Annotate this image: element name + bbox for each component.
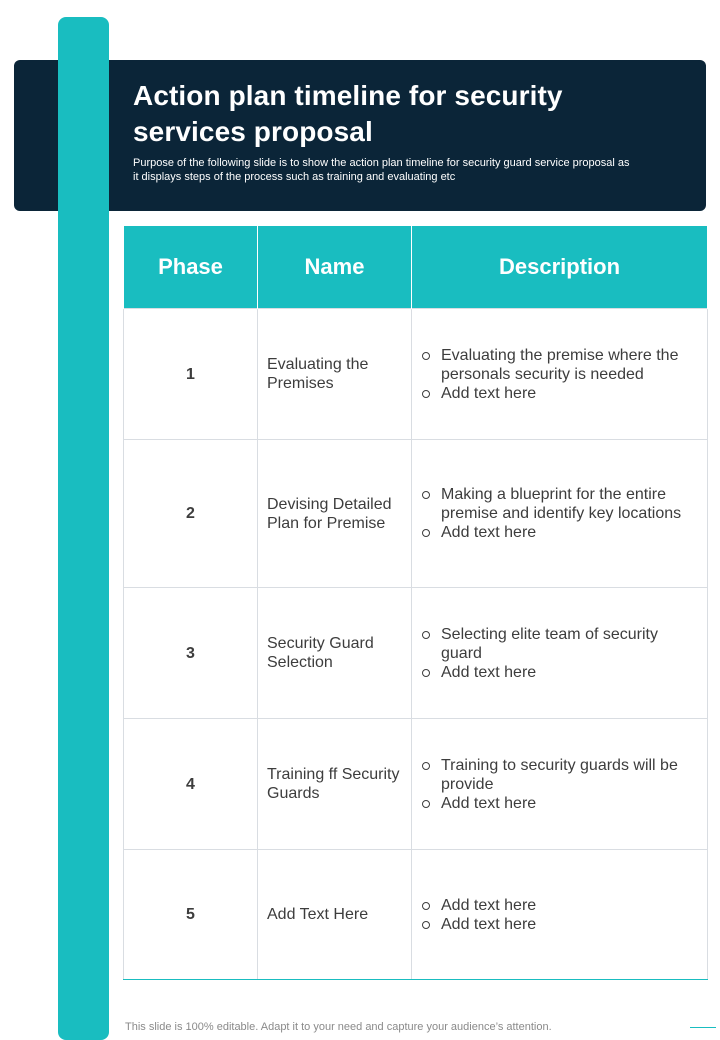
description-item bbox=[422, 346, 693, 384]
column-header-name: Name bbox=[258, 226, 412, 309]
description-text: Training to security guards will be provide bbox=[441, 756, 678, 793]
phase-description bbox=[412, 850, 708, 980]
description-item bbox=[422, 794, 693, 813]
accent-vertical-bar bbox=[58, 17, 109, 1040]
description-text: Add text here bbox=[441, 384, 537, 402]
action-plan-table bbox=[123, 226, 708, 980]
phase-name: Evaluating the Premises bbox=[258, 309, 412, 440]
description-text: Add text here bbox=[441, 524, 537, 541]
page-subtitle: Purpose of the following slide is to show the action plan timeline for security guard service proposal as it displays steps of the process such as training and evaluating etc bbox=[133, 157, 630, 183]
page-title: Action plan timeline for security services proposal bbox=[133, 80, 563, 147]
description-text: Add text here bbox=[441, 794, 537, 812]
description-text: Evaluating the premise where the personals security is needed bbox=[441, 346, 679, 383]
table-row bbox=[124, 588, 708, 719]
description-item bbox=[422, 663, 693, 682]
hollow-circle-bullet-icon bbox=[422, 669, 430, 677]
phase-name: Add Text Here bbox=[258, 850, 412, 980]
description-text: Selecting elite team of security guard bbox=[441, 625, 658, 662]
phase-description bbox=[412, 588, 708, 719]
table-row bbox=[124, 719, 708, 850]
phase-number: 3 bbox=[124, 588, 258, 719]
hollow-circle-bullet-icon bbox=[422, 921, 430, 929]
description-item bbox=[422, 756, 693, 794]
description-item bbox=[422, 384, 693, 403]
phase-name: Training ff Security Guards bbox=[258, 719, 412, 850]
description-item bbox=[422, 523, 693, 542]
description-text: Add text here bbox=[441, 896, 537, 914]
footer-accent-line bbox=[690, 1027, 716, 1028]
phase-description bbox=[412, 440, 708, 588]
phase-number: 4 bbox=[124, 719, 258, 850]
phase-description bbox=[412, 719, 708, 850]
table-header-row bbox=[124, 226, 708, 309]
column-header-description: Description bbox=[412, 226, 708, 309]
hollow-circle-bullet-icon bbox=[422, 491, 430, 499]
hollow-circle-bullet-icon bbox=[422, 390, 430, 398]
table-row bbox=[124, 850, 708, 980]
phase-name: Security Guard Selection bbox=[258, 588, 412, 719]
phase-number: 1 bbox=[124, 309, 258, 440]
description-text: Add text here bbox=[441, 663, 537, 681]
phase-name: Devising Detailed Plan for Premise bbox=[258, 440, 412, 588]
hollow-circle-bullet-icon bbox=[422, 800, 430, 808]
table-row bbox=[124, 440, 708, 588]
phase-description bbox=[412, 309, 708, 440]
footer-note: This slide is 100% editable. Adapt it to your need and capture your audience’s attention. bbox=[125, 1021, 552, 1033]
table-row bbox=[124, 309, 708, 440]
hollow-circle-bullet-icon bbox=[422, 529, 430, 537]
description-text: Making a blueprint for the entire premise and identify key locations bbox=[441, 486, 682, 522]
phase-number: 5 bbox=[124, 850, 258, 980]
description-item bbox=[422, 485, 693, 523]
hollow-circle-bullet-icon bbox=[422, 352, 430, 360]
description-item bbox=[422, 915, 693, 934]
column-header-phase: Phase bbox=[124, 226, 258, 309]
hollow-circle-bullet-icon bbox=[422, 902, 430, 910]
description-text: Add text here bbox=[441, 915, 537, 933]
description-item bbox=[422, 896, 693, 915]
phase-number: 2 bbox=[124, 440, 258, 588]
hollow-circle-bullet-icon bbox=[422, 762, 430, 770]
description-item bbox=[422, 625, 693, 663]
hollow-circle-bullet-icon bbox=[422, 631, 430, 639]
